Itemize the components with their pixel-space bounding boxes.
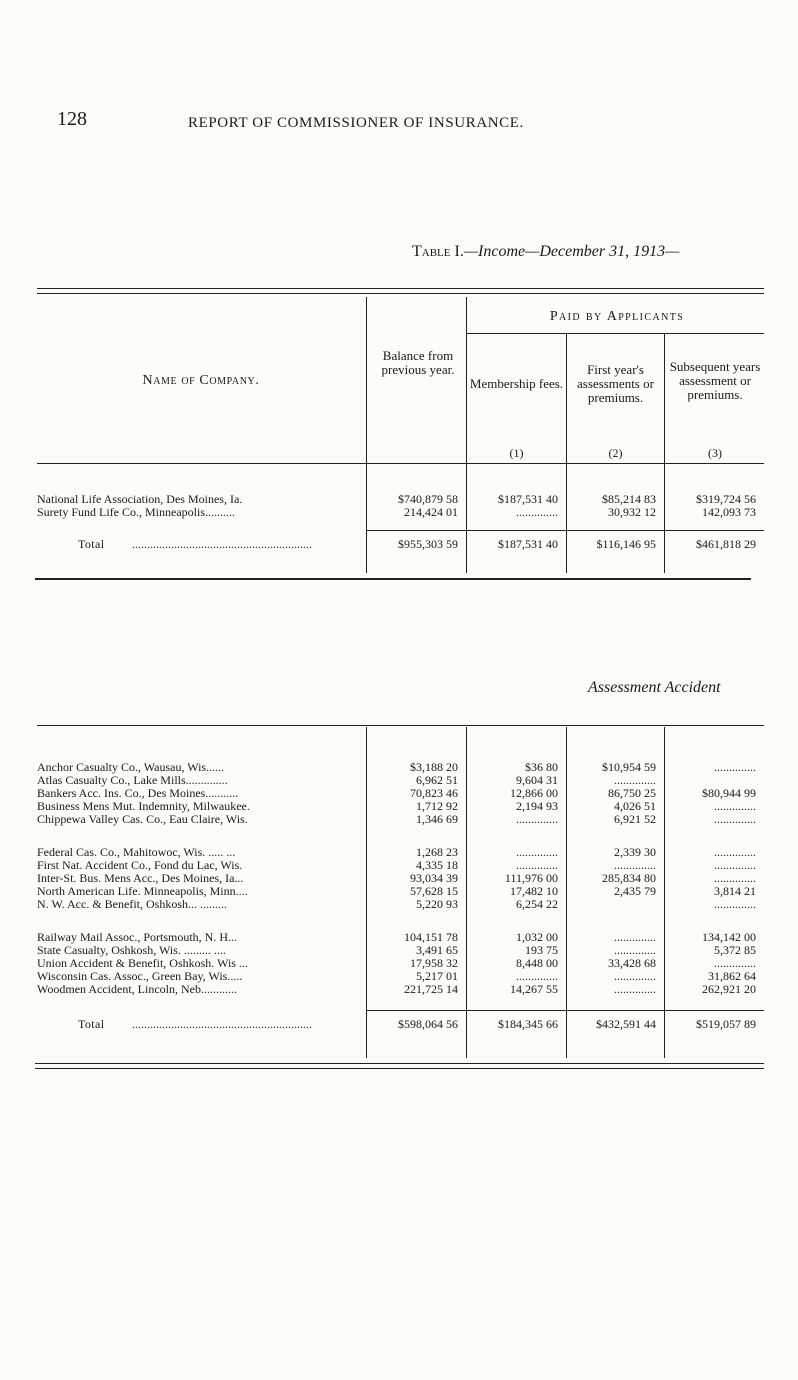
first-year-value: $10,954 59 bbox=[602, 760, 656, 774]
table1-vrule-1 bbox=[366, 297, 367, 573]
first-year-value: $116,146 95 bbox=[596, 537, 656, 551]
membership-value: .............. bbox=[516, 845, 558, 859]
membership-value: 2,194 93 bbox=[516, 799, 558, 813]
company-name: N. W. Acc. & Benefit, Oshkosh... ......... bbox=[37, 897, 227, 911]
subsequent-value: 142,093 73 bbox=[702, 505, 756, 519]
company-name: North American Life. Minneapolis, Minn.... bbox=[37, 884, 248, 898]
total-label: Total bbox=[78, 1017, 105, 1031]
subsequent-value: $461,818 29 bbox=[696, 537, 756, 551]
balance-value: 93,034 39 bbox=[410, 871, 458, 885]
first-year-value: $432,591 44 bbox=[596, 1017, 656, 1031]
first-year-value: .............. bbox=[614, 930, 656, 944]
table-row bbox=[0, 845, 798, 859]
company-name: Woodmen Accident, Lincoln, Neb............ bbox=[37, 982, 237, 996]
first-year-value: .............. bbox=[614, 773, 656, 787]
header-first-year: First year's assessments or premiums. bbox=[577, 362, 654, 405]
paid-by-rule bbox=[466, 333, 764, 334]
company-name: First Nat. Accident Co., Fond du Lac, Wis. bbox=[37, 858, 243, 872]
subsequent-value: .............. bbox=[714, 897, 756, 911]
column-number-1: (1) bbox=[509, 446, 524, 460]
company-name: Bankers Acc. Ins. Co., Des Moines........... bbox=[37, 786, 239, 800]
table-row bbox=[0, 930, 798, 944]
subsequent-value: .............. bbox=[714, 812, 756, 826]
subsequent-value: .............. bbox=[714, 760, 756, 774]
page-number: 128 bbox=[57, 108, 87, 130]
table-row bbox=[0, 812, 798, 826]
table1-bottom-rule bbox=[35, 578, 751, 580]
first-year-value: .............. bbox=[614, 943, 656, 957]
table-row bbox=[0, 884, 798, 898]
table-row bbox=[0, 956, 798, 970]
company-name: Federal Cas. Co., Mahitowoc, Wis. ..... ... bbox=[37, 845, 236, 859]
table-row bbox=[0, 760, 798, 774]
first-year-value: 33,428 68 bbox=[608, 956, 656, 970]
first-year-value: .............. bbox=[614, 858, 656, 872]
column-number-3: (3) bbox=[708, 446, 722, 460]
balance-value: 214,424 01 bbox=[404, 505, 458, 519]
balance-value: 70,823 46 bbox=[410, 786, 458, 800]
membership-value: .............. bbox=[516, 505, 558, 519]
subsequent-value: 262,921 20 bbox=[702, 982, 756, 996]
balance-value: $598,064 56 bbox=[398, 1017, 458, 1031]
subsequent-value: 3,814 21 bbox=[714, 884, 756, 898]
company-name: Railway Mail Assoc., Portsmouth, N. H... bbox=[37, 930, 237, 944]
table-row bbox=[0, 505, 798, 519]
membership-value: 12,866 00 bbox=[510, 786, 558, 800]
company-name: Wisconsin Cas. Assoc., Green Bay, Wis..... bbox=[37, 969, 243, 983]
balance-value: 1,346 69 bbox=[416, 812, 458, 826]
table-row bbox=[0, 799, 798, 813]
table-row bbox=[0, 786, 798, 800]
first-year-value: 86,750 25 bbox=[608, 786, 656, 800]
table-row bbox=[0, 773, 798, 787]
membership-value: 17,482 10 bbox=[510, 884, 558, 898]
balance-value: 221,725 14 bbox=[404, 982, 458, 996]
membership-value: $187,531 40 bbox=[498, 492, 558, 506]
subsequent-value: $80,944 99 bbox=[702, 786, 756, 800]
first-year-value: 4,026 51 bbox=[614, 799, 656, 813]
column-number-2: (2) bbox=[608, 446, 623, 460]
table-row bbox=[0, 897, 798, 911]
membership-value: 111,976 00 bbox=[504, 871, 558, 885]
header-balance: Balance from previous year. bbox=[381, 348, 455, 377]
table-row bbox=[0, 943, 798, 957]
table1-total-rule bbox=[366, 530, 764, 531]
total-leader-dots: ............................................................ bbox=[132, 1017, 312, 1031]
company-name: Surety Fund Life Co., Minneapolis.......... bbox=[37, 505, 235, 519]
total-row bbox=[0, 537, 798, 551]
table-caption-title: —Income—December 31, 1913— bbox=[463, 243, 680, 260]
header-paid-by-applicants: Paid by Applicants bbox=[549, 309, 685, 324]
first-year-value: .............. bbox=[614, 969, 656, 983]
balance-value: 5,220 93 bbox=[416, 897, 458, 911]
subsequent-value: 31,862 64 bbox=[708, 969, 756, 983]
subsequent-value: $319,724 56 bbox=[696, 492, 756, 506]
running-head: REPORT OF COMMISSIONER OF INSURANCE. bbox=[188, 115, 524, 131]
membership-value: $36 80 bbox=[525, 760, 558, 774]
membership-value: .............. bbox=[516, 969, 558, 983]
membership-value: .............. bbox=[516, 858, 558, 872]
membership-value: 14,267 55 bbox=[510, 982, 558, 996]
table-caption-number: I. bbox=[454, 243, 464, 260]
total-label: Total bbox=[78, 537, 105, 551]
table-caption bbox=[412, 243, 679, 261]
membership-value: $184,345 66 bbox=[498, 1017, 558, 1031]
table2-total-rule bbox=[366, 1010, 764, 1011]
company-name: Atlas Casualty Co., Lake Mills.............. bbox=[37, 773, 228, 787]
company-name: Inter-St. Bus. Mens Acc., Des Moines, Ia... bbox=[37, 871, 244, 885]
first-year-value: 30,932 12 bbox=[608, 505, 656, 519]
subsequent-value: .............. bbox=[714, 858, 756, 872]
balance-value: 1,712 92 bbox=[416, 799, 458, 813]
membership-value: 193 75 bbox=[525, 943, 558, 957]
balance-value: 5,217 01 bbox=[416, 969, 458, 983]
table2-bottom-rule-1 bbox=[35, 1063, 764, 1064]
balance-value: 17,958 32 bbox=[410, 956, 458, 970]
balance-value: 6,962 51 bbox=[416, 773, 458, 787]
first-year-value: 6,921 52 bbox=[614, 812, 656, 826]
subsequent-value: .............. bbox=[714, 956, 756, 970]
table-row bbox=[0, 982, 798, 996]
balance-value: 1,268 23 bbox=[416, 845, 458, 859]
company-name: Business Mens Mut. Indemnity, Milwaukee. bbox=[37, 799, 250, 813]
balance-value: 3,491 65 bbox=[416, 943, 458, 957]
subsequent-value: $519,057 89 bbox=[696, 1017, 756, 1031]
table-row bbox=[0, 871, 798, 885]
subsequent-value: 134,142 00 bbox=[702, 930, 756, 944]
membership-value: 6,254 22 bbox=[516, 897, 558, 911]
total-leader-dots: ............................................................ bbox=[132, 537, 312, 551]
company-name: State Casualty, Oshkosh, Wis. ......... .... bbox=[37, 943, 226, 957]
membership-value: 9,604 31 bbox=[516, 773, 558, 787]
first-year-value: 2,339 30 bbox=[614, 845, 656, 859]
table-row bbox=[0, 858, 798, 872]
header-membership: Membership fees. bbox=[469, 376, 564, 391]
membership-value: 8,448 00 bbox=[516, 956, 558, 970]
first-year-value: 285,834 80 bbox=[602, 871, 656, 885]
first-year-value: $85,214 83 bbox=[602, 492, 656, 506]
company-name: National Life Association, Des Moines, Ia. bbox=[37, 492, 243, 506]
table1-header-rule bbox=[37, 463, 764, 464]
first-year-value: 2,435 79 bbox=[614, 884, 656, 898]
table2-bottom-rule-2 bbox=[35, 1068, 764, 1069]
balance-value: 104,151 78 bbox=[404, 930, 458, 944]
subsequent-value: .............. bbox=[714, 799, 756, 813]
company-name: Chippewa Valley Cas. Co., Eau Claire, Wis. bbox=[37, 812, 248, 826]
subsequent-value: 5,372 85 bbox=[714, 943, 756, 957]
first-year-value: .............. bbox=[614, 982, 656, 996]
balance-value: $955,303 59 bbox=[398, 537, 458, 551]
subsequent-value: .............. bbox=[714, 871, 756, 885]
membership-value: $187,531 40 bbox=[498, 537, 558, 551]
header-name-of-company: Name of Company. bbox=[142, 373, 260, 388]
balance-value: 4,335 18 bbox=[416, 858, 458, 872]
company-name: Union Accident & Benefit, Oshkosh. Wis ... bbox=[37, 956, 248, 970]
balance-value: 57,628 15 bbox=[410, 884, 458, 898]
membership-value: 1,032 00 bbox=[516, 930, 558, 944]
header-subsequent: Subsequent years assessment or premiums. bbox=[669, 359, 761, 402]
subsequent-value: .............. bbox=[714, 845, 756, 859]
total-row bbox=[0, 1017, 798, 1031]
table1-top-rule-2 bbox=[37, 293, 764, 294]
table1-top-rule-1 bbox=[37, 288, 764, 289]
table-row bbox=[0, 969, 798, 983]
table-row bbox=[0, 492, 798, 506]
company-name: Anchor Casualty Co., Wausau, Wis...... bbox=[37, 760, 225, 774]
membership-value: .............. bbox=[516, 812, 558, 826]
section-title-assessment-accident: Assessment Accident bbox=[588, 679, 721, 696]
balance-value: $740,879 58 bbox=[398, 492, 458, 506]
balance-value: $3,188 20 bbox=[410, 760, 458, 774]
table2-top-rule bbox=[37, 725, 764, 726]
table-caption-prefix: Table bbox=[412, 243, 451, 260]
table1-vrule-2 bbox=[466, 297, 467, 573]
